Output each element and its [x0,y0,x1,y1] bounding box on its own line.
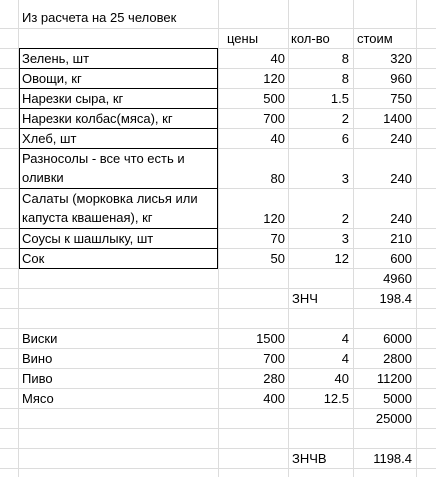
drink-qty[interactable]: 40 [334,371,349,386]
item-qty[interactable]: 3 [341,231,349,246]
item-name[interactable]: Нарезки колбас(мяса), кг [22,111,173,126]
item-qty[interactable]: 6 [341,131,349,146]
grid-line [0,448,436,449]
item-cost[interactable]: 320 [390,51,412,66]
header-cost[interactable]: стоим [357,31,393,46]
item-name[interactable]: Нарезки сыра, кг [22,91,124,106]
item-name[interactable]: Соусы к шашлыку, шт [22,231,154,246]
drink-qty[interactable]: 4 [341,331,349,346]
grid-line [0,288,436,289]
item-name[interactable]: Разносолы - все что есть и оливки [22,151,185,185]
drink-qty[interactable]: 4 [341,351,349,366]
item-price[interactable]: 120 [263,211,285,226]
drink-cost[interactable]: 6000 [383,331,412,346]
table-border-line [19,128,218,129]
per-person-total-value[interactable]: 1198.4 [373,451,412,466]
item-price[interactable]: 40 [270,131,285,146]
per-person-label[interactable]: ЗНЧ [292,291,318,306]
item-qty[interactable]: 12 [334,251,349,266]
drink-cost[interactable]: 5000 [383,391,412,406]
item-price[interactable]: 120 [263,71,285,86]
item-name[interactable]: Овощи, кг [22,71,82,86]
grid-line [0,348,436,349]
item-cost[interactable]: 1400 [383,111,412,126]
food-total[interactable]: 4960 [383,271,412,286]
drink-name[interactable]: Вино [22,351,53,366]
drink-price[interactable]: 700 [263,351,285,366]
grid-line [0,308,436,309]
item-price[interactable]: 40 [270,51,285,66]
item-cost[interactable]: 600 [390,251,412,266]
grid-line [288,0,289,477]
table-border-line [19,48,218,49]
grid-line [0,28,436,29]
grid-line [0,328,436,329]
grid-line [0,388,436,389]
item-cost[interactable]: 240 [390,171,412,186]
item-qty[interactable]: 8 [341,51,349,66]
item-qty[interactable]: 3 [341,171,349,186]
item-name[interactable]: Зелень, шт [22,51,90,66]
table-border-line [19,248,218,249]
table-border-line [19,68,218,69]
item-qty[interactable]: 2 [341,211,349,226]
table-border-line [19,108,218,109]
item-price[interactable]: 500 [263,91,285,106]
drink-price[interactable]: 280 [263,371,285,386]
drink-price[interactable]: 1500 [256,331,285,346]
item-cost[interactable]: 210 [390,231,412,246]
table-border-line [19,268,218,269]
item-qty[interactable]: 2 [341,111,349,126]
grid-line [353,0,354,477]
item-price[interactable]: 700 [263,111,285,126]
drink-price[interactable]: 400 [263,391,285,406]
grid-line [218,0,219,477]
table-border-line [19,228,218,229]
drink-cost[interactable]: 2800 [383,351,412,366]
grid-line [0,408,436,409]
header-price[interactable]: цены [227,31,259,46]
item-qty[interactable]: 1.5 [330,91,349,106]
item-name[interactable]: Сок [22,251,45,266]
item-cost[interactable]: 240 [390,131,412,146]
grid-line [0,468,436,469]
item-cost[interactable]: 960 [390,71,412,86]
item-price[interactable]: 70 [270,231,285,246]
grid-line [0,428,436,429]
drink-name[interactable]: Мясо [22,391,54,406]
drink-qty[interactable]: 12.5 [323,391,349,406]
drink-name[interactable]: Виски [22,331,58,346]
item-cost[interactable]: 240 [390,211,412,226]
drink-cost[interactable]: 11200 [376,371,412,386]
per-person-value[interactable]: 198.4 [379,291,412,306]
drink-name[interactable]: Пиво [22,371,53,386]
grid-line [0,368,436,369]
table-border-line [19,88,218,89]
drinks-total[interactable]: 25000 [375,411,412,426]
item-name[interactable]: Салаты (морковка лисья или капуста квашеная), кг [22,191,198,225]
item-cost[interactable]: 750 [390,91,412,106]
item-price[interactable]: 50 [270,251,285,266]
sheet-title[interactable]: Из расчета на 25 человек [22,10,177,25]
item-price[interactable]: 80 [270,171,285,186]
grid-line [416,0,417,477]
per-person-total-label[interactable]: ЗНЧВ [292,451,327,466]
item-qty[interactable]: 8 [341,71,349,86]
header-qty[interactable]: кол-во [291,31,330,46]
item-name[interactable]: Хлеб, шт [22,131,77,146]
